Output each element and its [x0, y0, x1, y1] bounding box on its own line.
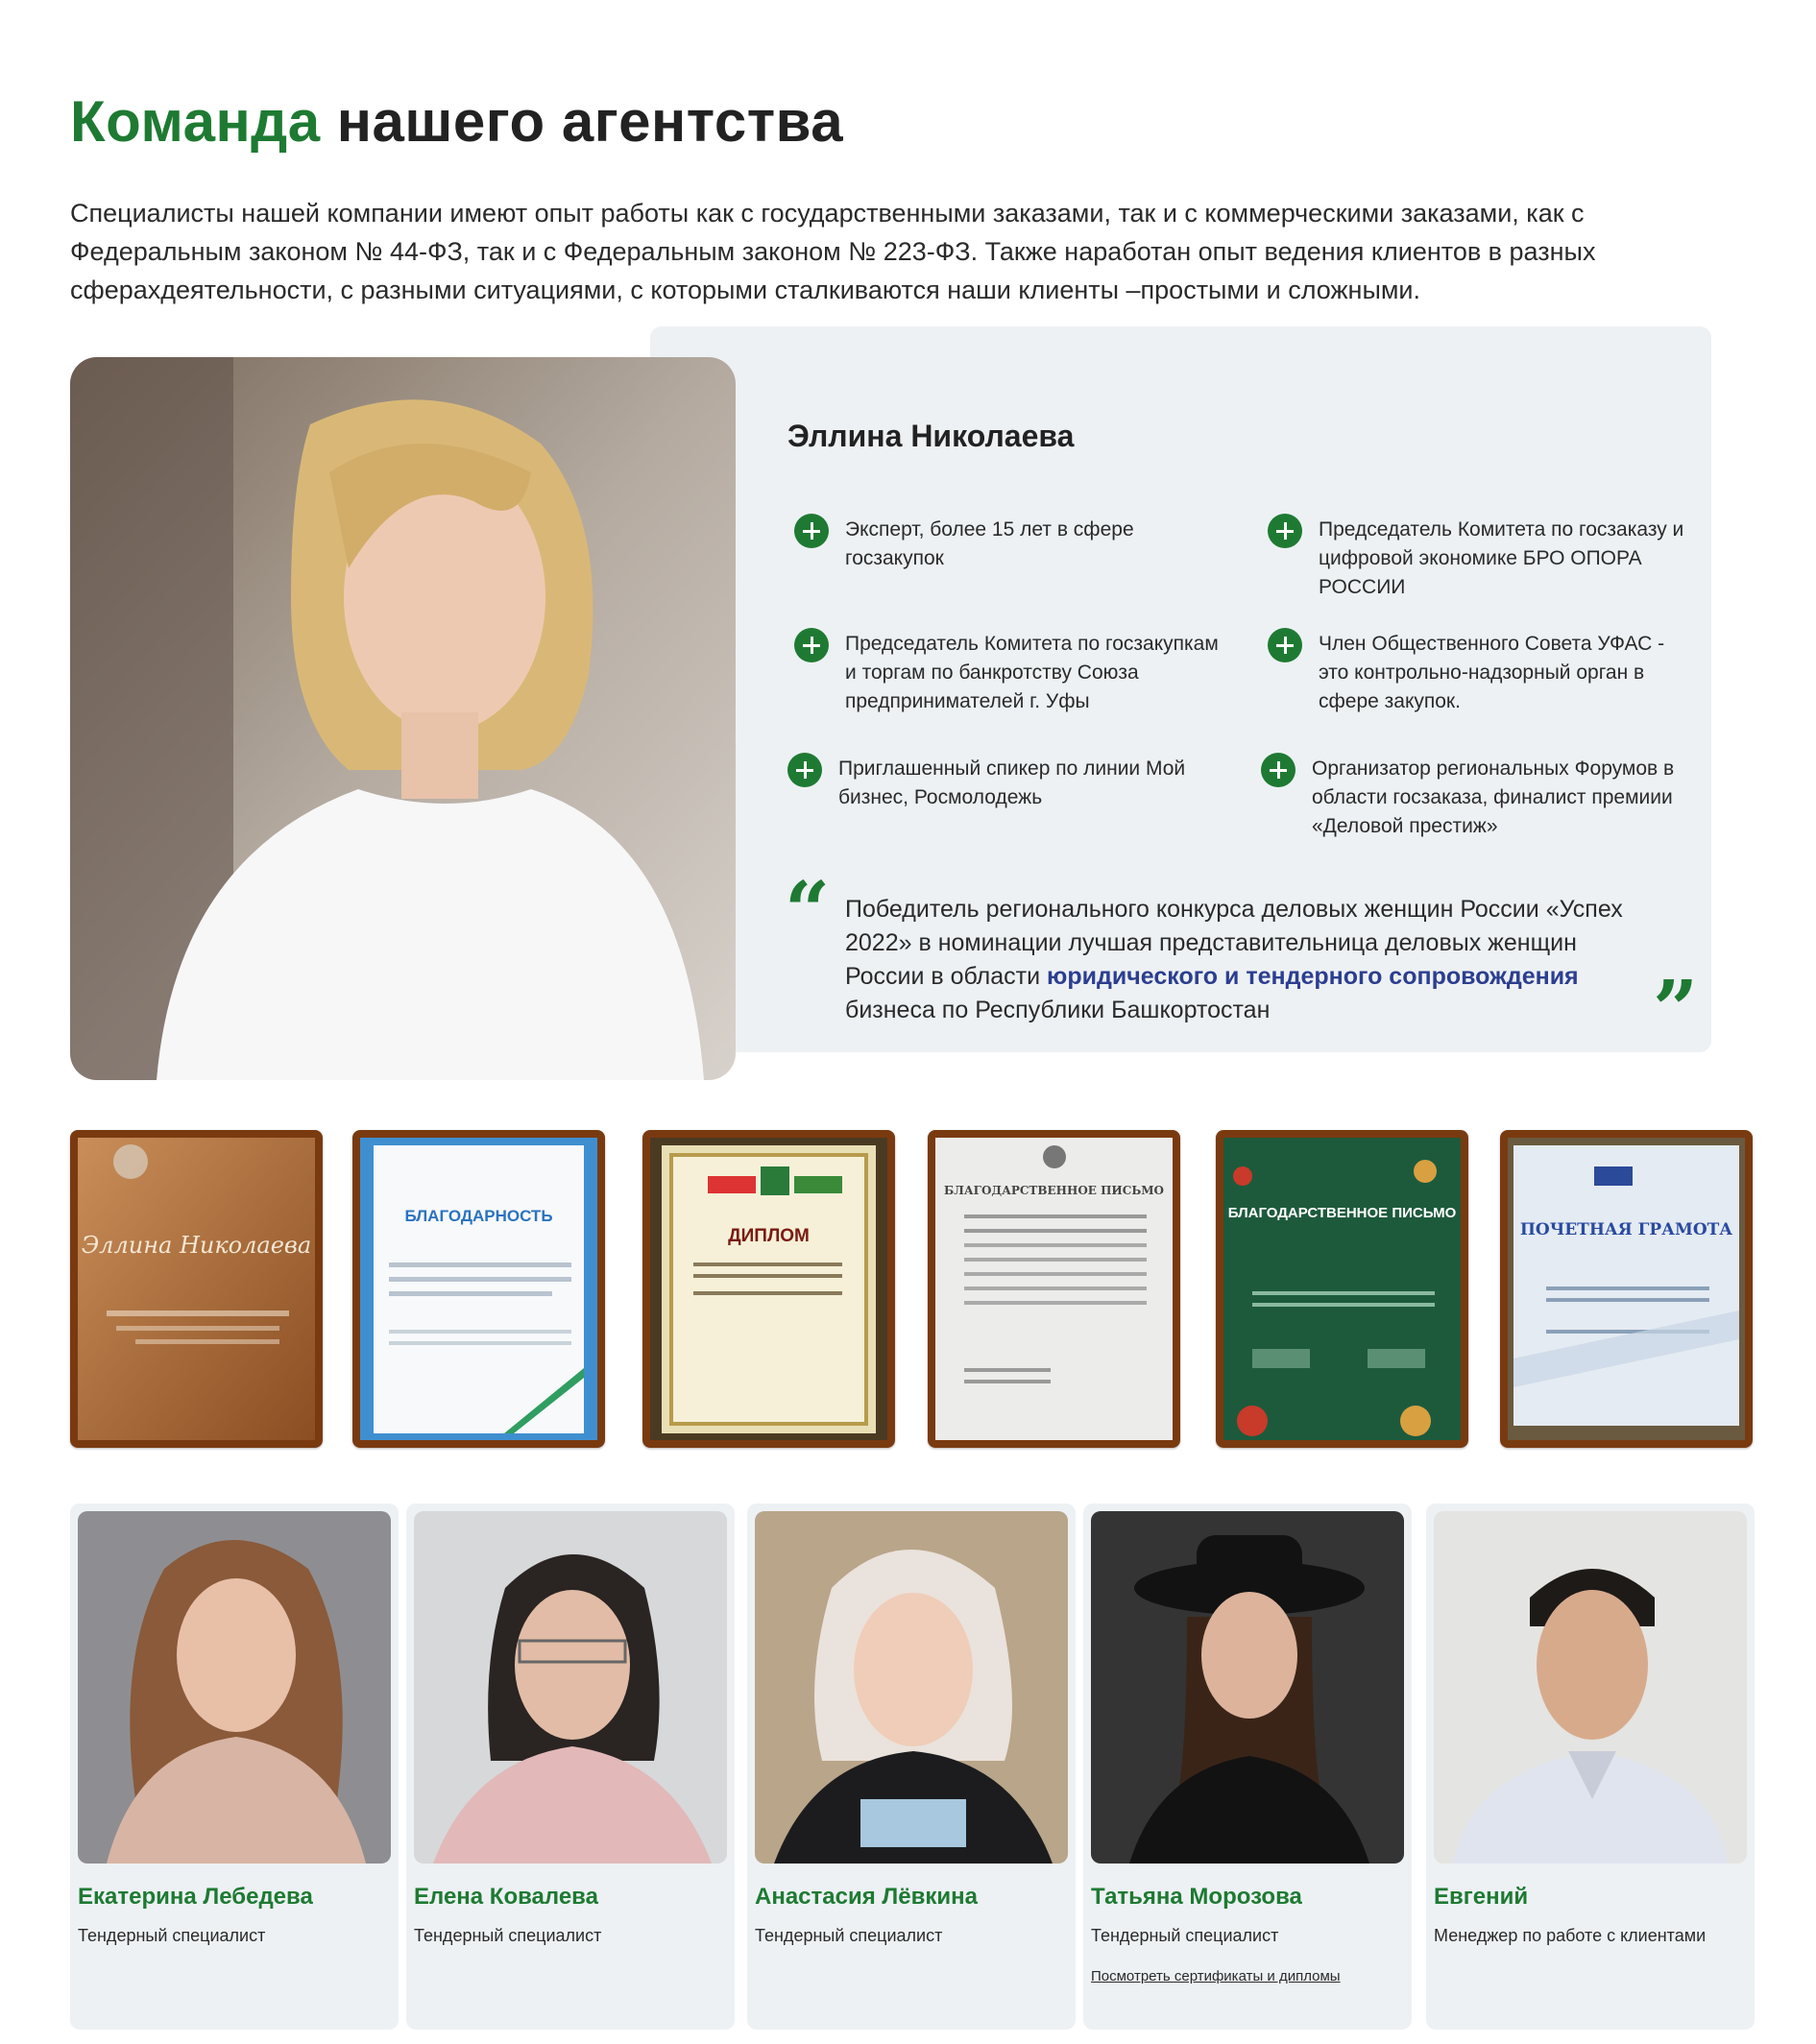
quote-text-part: бизнеса по Республики Башкортостан [845, 997, 1271, 1023]
team-name: Анастасия Лёвкина [755, 1884, 978, 1910]
page-title-accent: Команда [70, 89, 321, 154]
page-title-rest: нашего агентства [320, 89, 844, 154]
fact-text: Председатель Комитета по госзакупкам и торгам по банкротству Союза предпринимателей г. Уфы [845, 633, 1219, 712]
diploma-image[interactable] [642, 1130, 895, 1448]
fact-item [1261, 755, 1715, 841]
fact-text: Эксперт, более 15 лет в сфере госзакупок [845, 518, 1134, 569]
team-role: Тендерный специалист [78, 1926, 266, 1945]
team-photo [1434, 1511, 1747, 1864]
profile-photo [70, 357, 736, 1080]
plus-icon [794, 628, 829, 662]
fact-text: Организатор региональных Форумов в области госзаказа, финалист премиии «Деловой престиж» [1312, 757, 1675, 837]
team-name: Евгений [1434, 1884, 1529, 1910]
fact-item [1268, 516, 1731, 602]
honor-certificate-image[interactable] [1500, 1130, 1753, 1448]
team-name: Татьяна Морозова [1091, 1884, 1302, 1910]
intro-text: Специалисты нашей компании имеют опыт работы как с государственными заказами, так и с коммерческими заказами, как с Федеральным законом № 44-ФЗ, так и с Федеральным законом № 223-ФЗ. Также наработан опыт ведения клиентов в разных сферахдеятельности, с разными ситуациями, с которыми сталкиваются наши клиенты –простыми и сложными. [70, 199, 1596, 304]
cert-title: БЛАГОДАРСТВЕННОЕ ПИСЬМО [1227, 1205, 1457, 1221]
gratitude-certificate-image[interactable] [352, 1130, 605, 1448]
cert-title: ПОЧЕТНАЯ ГРАМОТА [1519, 1220, 1733, 1239]
fact-text: Член Общественного Совета УФАС - это контрольно-надзорный орган в сфере закупок. [1319, 633, 1665, 712]
quote-highlight: юридического и тендерного сопровождения [1047, 963, 1579, 990]
opora-letter-image[interactable] [1216, 1130, 1468, 1448]
fact-text: Приглашенный спикер по линии Мой бизнес, Росмолодежь [838, 757, 1186, 808]
quote-text-part: Победитель регионального конкурса деловых женщин России «Успех 2022» в номинации лучшая представительница деловых женщин России в области [845, 896, 1623, 990]
plus-icon [1261, 753, 1295, 787]
letter-image[interactable] [928, 1130, 1180, 1448]
plus-icon [787, 753, 822, 787]
plus-icon [1268, 628, 1302, 662]
team-role: Тендерный специалист [755, 1926, 943, 1945]
team-photo [755, 1511, 1068, 1864]
team-card [747, 1503, 1076, 2030]
team-photo [414, 1511, 727, 1864]
cert-title: ДИПЛОМ [728, 1226, 810, 1246]
quote-close-icon: ” [1653, 964, 1699, 1056]
team-card [1083, 1503, 1412, 2030]
quote-open-icon: “ [785, 865, 831, 957]
fact-text: Председатель Комитета по госзаказу и цифровой экономике БРО ОПОРА РОССИИ [1319, 518, 1684, 598]
award-plaque-image[interactable] [70, 1130, 323, 1448]
cert-title: БЛАГОДАРСТВЕННОЕ ПИСЬМО [944, 1184, 1164, 1197]
team-photo [1091, 1511, 1404, 1864]
team-name: Елена Ковалева [414, 1884, 598, 1910]
cert-title: БЛАГОДАРНОСТЬ [404, 1207, 553, 1225]
team-card [406, 1503, 735, 2030]
team-card [70, 1503, 399, 2030]
page-title [70, 88, 843, 155]
plus-icon [794, 514, 829, 548]
profile-name: Эллина Николаева [787, 419, 1075, 453]
fact-item [787, 755, 1223, 812]
plus-icon [1268, 514, 1302, 548]
cert-title: Эллина Николаева [81, 1232, 312, 1259]
team-card [1426, 1503, 1755, 2030]
fact-item [1268, 630, 1674, 716]
team-name: Екатерина Лебедева [78, 1884, 313, 1910]
fact-item [794, 516, 1162, 573]
quote-text [845, 893, 1652, 1027]
team-role: Тендерный специалист [1091, 1926, 1279, 1945]
team-role: Менеджер по работе с клиентами [1434, 1926, 1707, 1945]
certificates-link[interactable]: Посмотреть сертификаты и дипломы [1091, 1968, 1341, 1984]
team-role: Тендерный специалист [414, 1926, 602, 1945]
team-photo [78, 1511, 391, 1864]
fact-item [794, 630, 1220, 716]
